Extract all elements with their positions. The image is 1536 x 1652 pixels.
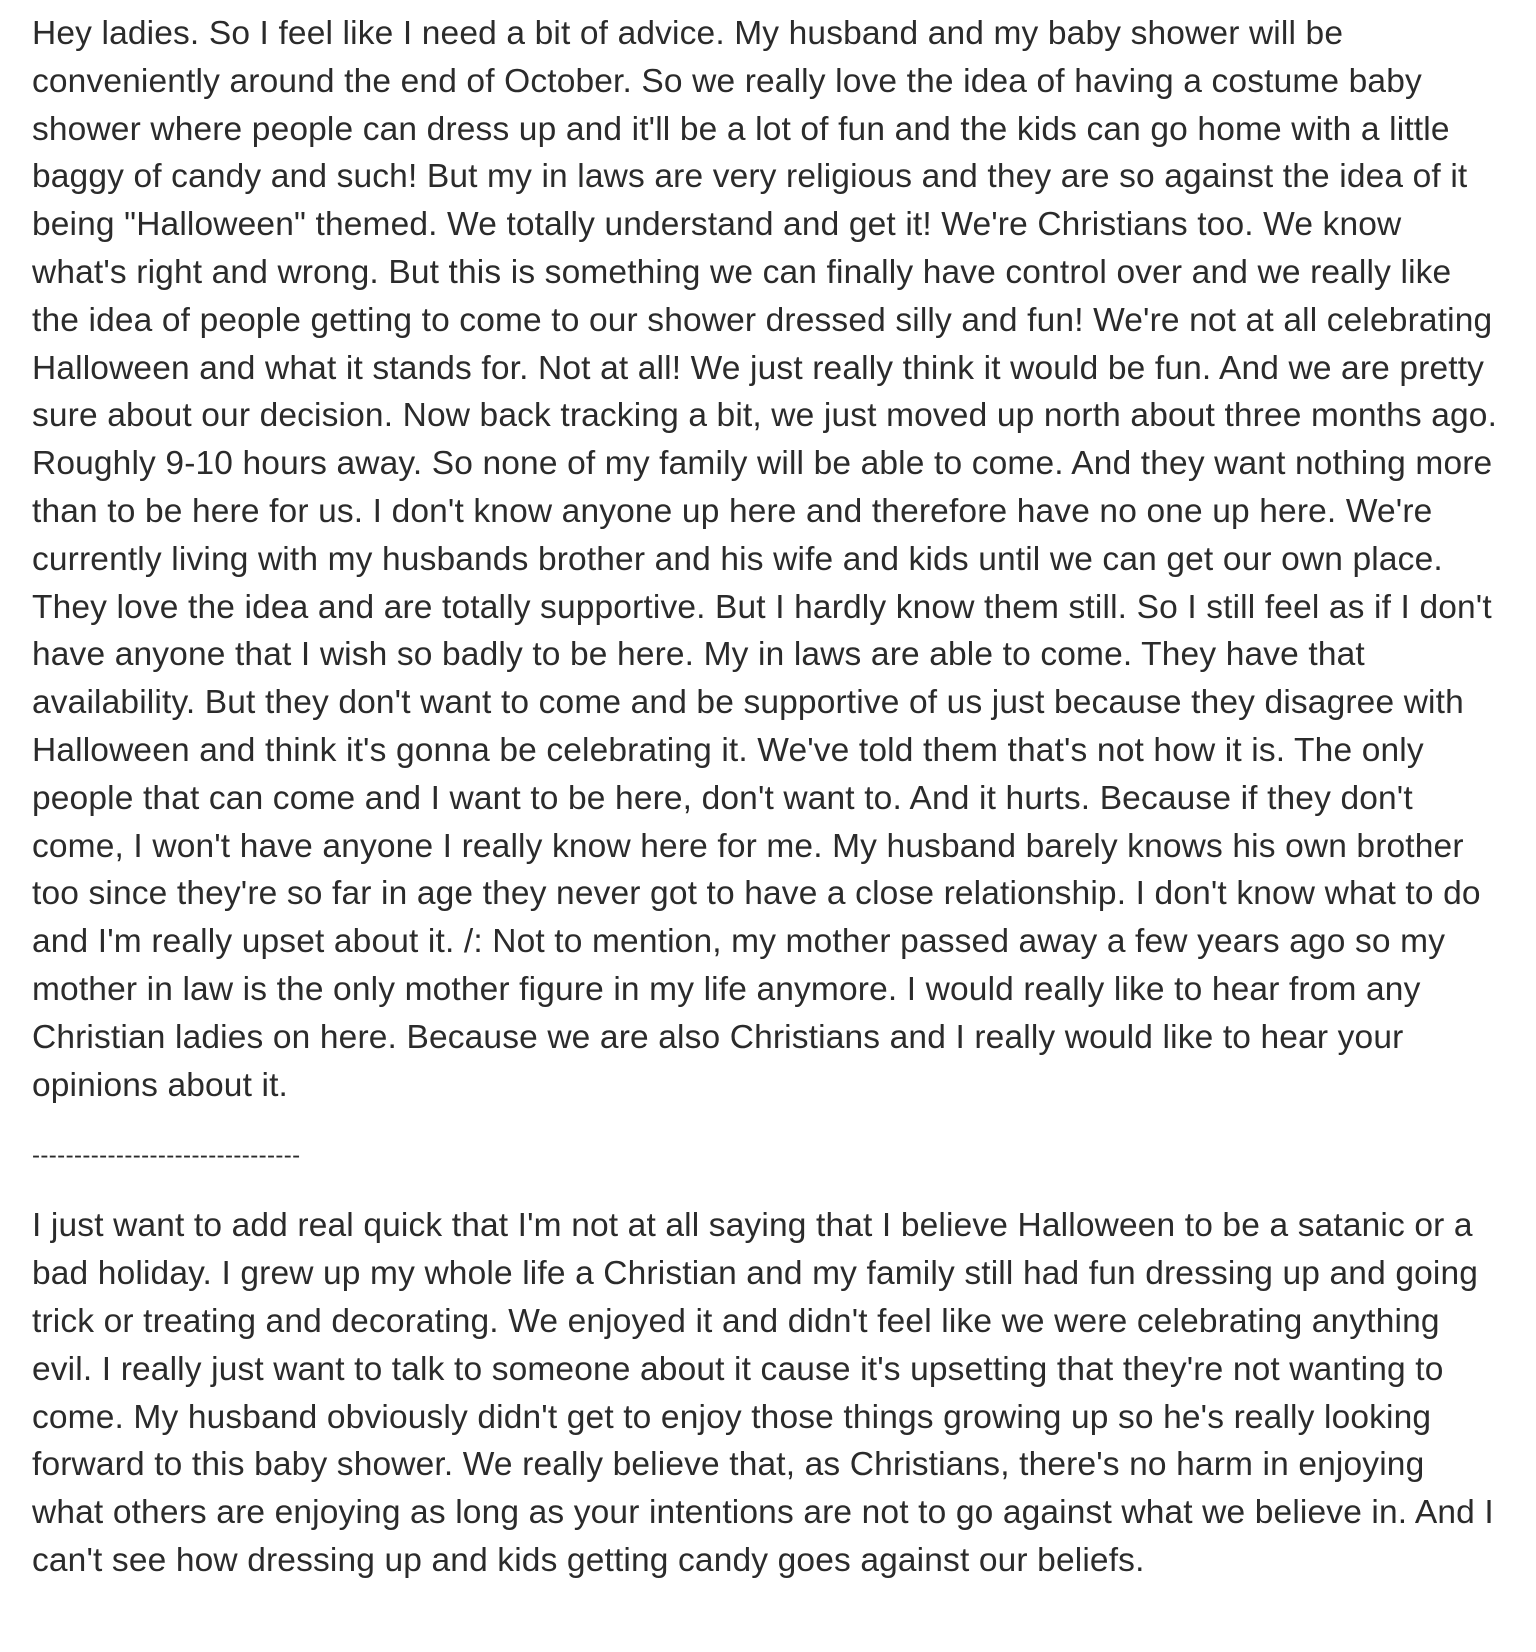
post-divider: --------------------------------	[32, 1142, 301, 1170]
post-body-paragraph: Hey ladies. So I feel like I need a bit of advice. My husband and my baby shower will be conveniently around the end of October. So we really love the idea of having a costume baby shower where people can dress up and it'll be a lot of fun and the kids can go home with a little baggy of candy and such! But my in laws are very religious and they are so against the idea of it being "Halloween" themed. We totally understand and get it! We're Christians too. We know what's right and wrong. But this is something we can finally have control over and we really like the idea of people getting to come to our shower dressed silly and fun! We're not at all celebrating Halloween and what it stands for. Not at all! We just really think it would be fun. And we are pretty sure about our decision. Now back tracking a bit, we just moved up north about three months ago. Roughly 9-10 hours away. So none of my family will be able to come. And they want nothing more than to be here for us. I don't know anyone up here and therefore have no one up here. We're currently living with my husbands brother and his wife and kids until we can get our own place. They love the idea and are totally supportive. But I hardly know them still. So I still feel as if I don't have anyone that I wish so badly to be here. My in laws are able to come. They have that availability. But they don't want to come and be supportive of us just because they disagree with Halloween and think it's gonna be celebrating it. We've told them that's not how it is. The only people that can come and I want to be here, don't want to. And it hurts. Because if they don't come, I won't have anyone I really know here for me. My husband barely knows his own brother too since they're so far in age they never got to have a close relationship. I don't know what to do and I'm really upset about it. /: Not to mention, my mother passed away a few years ago so my mother in law is the only mother figure in my life anymore. I would really like to hear from any Christian ladies on here. Because we are also Christians and I really would like to hear your opinions about it.	[32, 15, 1498, 1104]
post-addendum-paragraph: I just want to add real quick that I'm not at all saying that I believe Halloween to be a satanic or a bad holiday. I grew up my whole life a Christian and my family still had fun dressing up and going trick or treating and decorating. We enjoyed it and didn't feel like we were celebrating anything evil. I really just want to talk to someone about it cause it's upsetting that they're not wanting to come. My husband obviously didn't get to enjoy those things growing up so he's really looking forward to this baby shower. We really believe that, as Christians, there's no harm in enjoying what others are enjoying as long as your intentions are not to go against what we believe in. And I can't see how dressing up and kids getting candy goes against our beliefs.	[32, 1207, 1494, 1579]
